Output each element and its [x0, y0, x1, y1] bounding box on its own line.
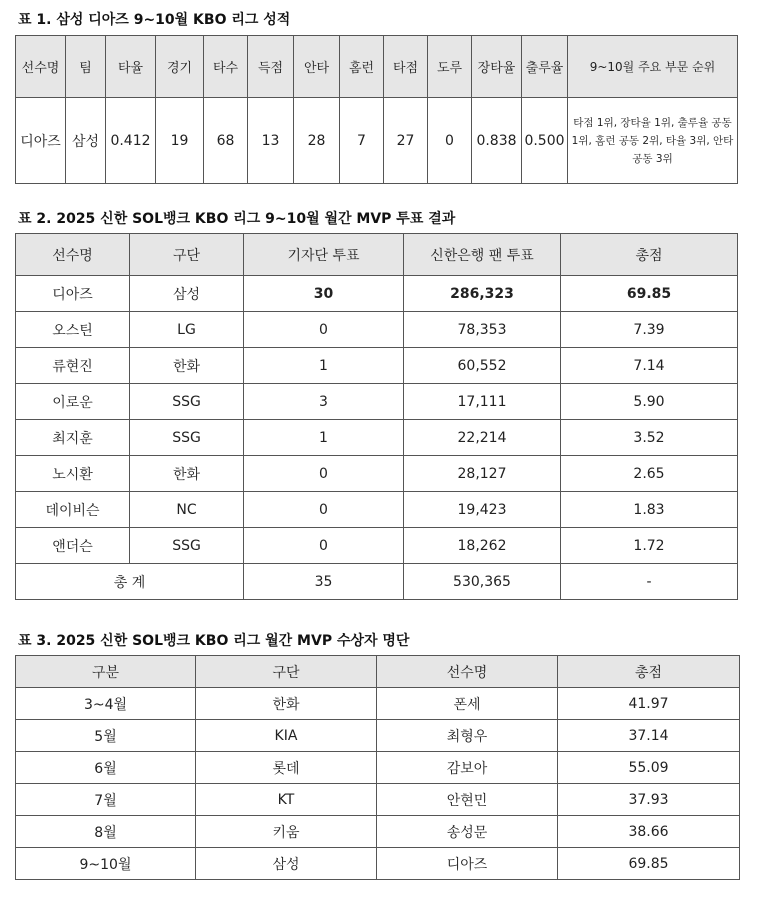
table3: [15, 655, 740, 880]
table2-total-label: 총 계: [16, 564, 244, 600]
table1: [15, 35, 738, 184]
table1-header-rank: 9~10월 주요 부문 순위: [568, 36, 738, 98]
table3-header: 선수명: [377, 656, 558, 688]
table2-cell: 삼성: [130, 276, 244, 312]
table2-cell: 7.14: [561, 348, 738, 384]
table2-total-score: -: [561, 564, 738, 600]
table1-header: 득점: [248, 36, 294, 98]
table3-cell: 38.66: [558, 816, 740, 848]
table2-cell: 22,214: [404, 420, 561, 456]
table2-cell: 1.83: [561, 492, 738, 528]
table2-header-row: [16, 234, 738, 276]
table1-header: 타수: [204, 36, 248, 98]
table2-cell: 데이비슨: [16, 492, 130, 528]
table2-cell: 한화: [130, 348, 244, 384]
table1-cell: 0.412: [106, 98, 156, 184]
table1-header: 안타: [294, 36, 340, 98]
table2-total-fan: 530,365: [404, 564, 561, 600]
table1-header-row: [16, 36, 738, 98]
table2-header: 신한은행 팬 투표: [404, 234, 561, 276]
table2-row: [16, 528, 738, 564]
table3-cell: 7월: [16, 784, 196, 816]
table2-cell: 한화: [130, 456, 244, 492]
table1-cell: 27: [384, 98, 428, 184]
table3-cell: 롯데: [196, 752, 377, 784]
table3-cell: 송성문: [377, 816, 558, 848]
table2-header: 기자단 투표: [244, 234, 404, 276]
table2-cell: 0: [244, 528, 404, 564]
table3-header-row: [16, 656, 740, 688]
table2-cell: 0: [244, 492, 404, 528]
table2-cell: 60,552: [404, 348, 561, 384]
table2-cell: SSG: [130, 384, 244, 420]
table2-cell: 디아즈: [16, 276, 130, 312]
table2-cell: 3.52: [561, 420, 738, 456]
table1-cell: 19: [156, 98, 204, 184]
table3-cell: 삼성: [196, 848, 377, 880]
table2-cell: 1: [244, 348, 404, 384]
table2-caption: 표 2. 2025 신한 SOL뱅크 KBO 리그 9~10월 월간 MVP 투표 결과: [18, 211, 456, 227]
table3-header: 총점: [558, 656, 740, 688]
table2-header: 구단: [130, 234, 244, 276]
table3-cell: 폰세: [377, 688, 558, 720]
table2-cell: 최지훈: [16, 420, 130, 456]
table2-row: [16, 312, 738, 348]
table3-cell: 5월: [16, 720, 196, 752]
table3-row: [16, 848, 740, 880]
table3-cell: 69.85: [558, 848, 740, 880]
table3-row: [16, 784, 740, 816]
table2-cell: 18,262: [404, 528, 561, 564]
table2-row: [16, 348, 738, 384]
table2-cell: 286,323: [404, 276, 561, 312]
table1-cell: 28: [294, 98, 340, 184]
table3-cell: 키움: [196, 816, 377, 848]
table3-row: [16, 688, 740, 720]
table1-cell: 7: [340, 98, 384, 184]
table3-cell: 최형우: [377, 720, 558, 752]
table2-cell: 2.65: [561, 456, 738, 492]
table2-cell: 0: [244, 456, 404, 492]
table3-cell: KT: [196, 784, 377, 816]
table3-cell: 55.09: [558, 752, 740, 784]
table3-header: 구분: [16, 656, 196, 688]
table2-header: 총점: [561, 234, 738, 276]
table3-cell: 안현민: [377, 784, 558, 816]
table2: [15, 233, 738, 600]
table1-caption: 표 1. 삼성 디아즈 9~10월 KBO 리그 성적: [18, 12, 291, 28]
table1-cell: 0: [428, 98, 472, 184]
table2-cell: LG: [130, 312, 244, 348]
table2-cell: NC: [130, 492, 244, 528]
table1-cell: 13: [248, 98, 294, 184]
table2-cell: 앤더슨: [16, 528, 130, 564]
table2-cell: 69.85: [561, 276, 738, 312]
table2-cell: 1: [244, 420, 404, 456]
table1-header: 도루: [428, 36, 472, 98]
table1-header: 홈런: [340, 36, 384, 98]
table1-cell: 0.500: [522, 98, 568, 184]
table2-header: 선수명: [16, 234, 130, 276]
table2-cell: SSG: [130, 420, 244, 456]
table1-header: 출루율: [522, 36, 568, 98]
table1-rank-cell: 타점 1위, 장타율 1위, 출루율 공동 1위, 홈런 공동 2위, 타율 3위, 안타 공동 3위: [568, 98, 738, 184]
table1-header: 팀: [66, 36, 106, 98]
table3-row: [16, 752, 740, 784]
table2-cell: 28,127: [404, 456, 561, 492]
table3-cell: 41.97: [558, 688, 740, 720]
table1-cell: 삼성: [66, 98, 106, 184]
table1-header: 선수명: [16, 36, 66, 98]
table2-cell: 0: [244, 312, 404, 348]
table3-cell: 3~4월: [16, 688, 196, 720]
table2-cell: 78,353: [404, 312, 561, 348]
table2-cell: 이로운: [16, 384, 130, 420]
table2-cell: 1.72: [561, 528, 738, 564]
table1-header: 장타율: [472, 36, 522, 98]
table2-total-reporter: 35: [244, 564, 404, 600]
table3-cell: 37.93: [558, 784, 740, 816]
table2-row: [16, 456, 738, 492]
table1-row: [16, 98, 738, 184]
table2-cell: 오스틴: [16, 312, 130, 348]
table3-row: [16, 816, 740, 848]
table2-cell: 5.90: [561, 384, 738, 420]
table3-cell: 8월: [16, 816, 196, 848]
table3-cell: 감보아: [377, 752, 558, 784]
table1-header: 타율: [106, 36, 156, 98]
table3-cell: KIA: [196, 720, 377, 752]
table3-row: [16, 720, 740, 752]
table3-cell: 9~10월: [16, 848, 196, 880]
table3-caption: 표 3. 2025 신한 SOL뱅크 KBO 리그 월간 MVP 수상자 명단: [18, 633, 410, 649]
table2-cell: 17,111: [404, 384, 561, 420]
table2-cell: SSG: [130, 528, 244, 564]
table3-cell: 디아즈: [377, 848, 558, 880]
table2-cell: 3: [244, 384, 404, 420]
table1-cell: 디아즈: [16, 98, 66, 184]
table2-cell: 7.39: [561, 312, 738, 348]
table2-cell: 19,423: [404, 492, 561, 528]
table2-row: [16, 420, 738, 456]
table1-header: 경기: [156, 36, 204, 98]
table2-cell: 노시환: [16, 456, 130, 492]
table2-row: [16, 276, 738, 312]
table1-cell: 0.838: [472, 98, 522, 184]
table3-cell: 한화: [196, 688, 377, 720]
table1-header: 타점: [384, 36, 428, 98]
table3-cell: 6월: [16, 752, 196, 784]
table2-row: [16, 384, 738, 420]
table2-cell: 류현진: [16, 348, 130, 384]
table2-cell: 30: [244, 276, 404, 312]
table2-row: [16, 492, 738, 528]
table2-total-row: [16, 564, 738, 600]
table1-cell: 68: [204, 98, 248, 184]
table3-cell: 37.14: [558, 720, 740, 752]
table3-header: 구단: [196, 656, 377, 688]
